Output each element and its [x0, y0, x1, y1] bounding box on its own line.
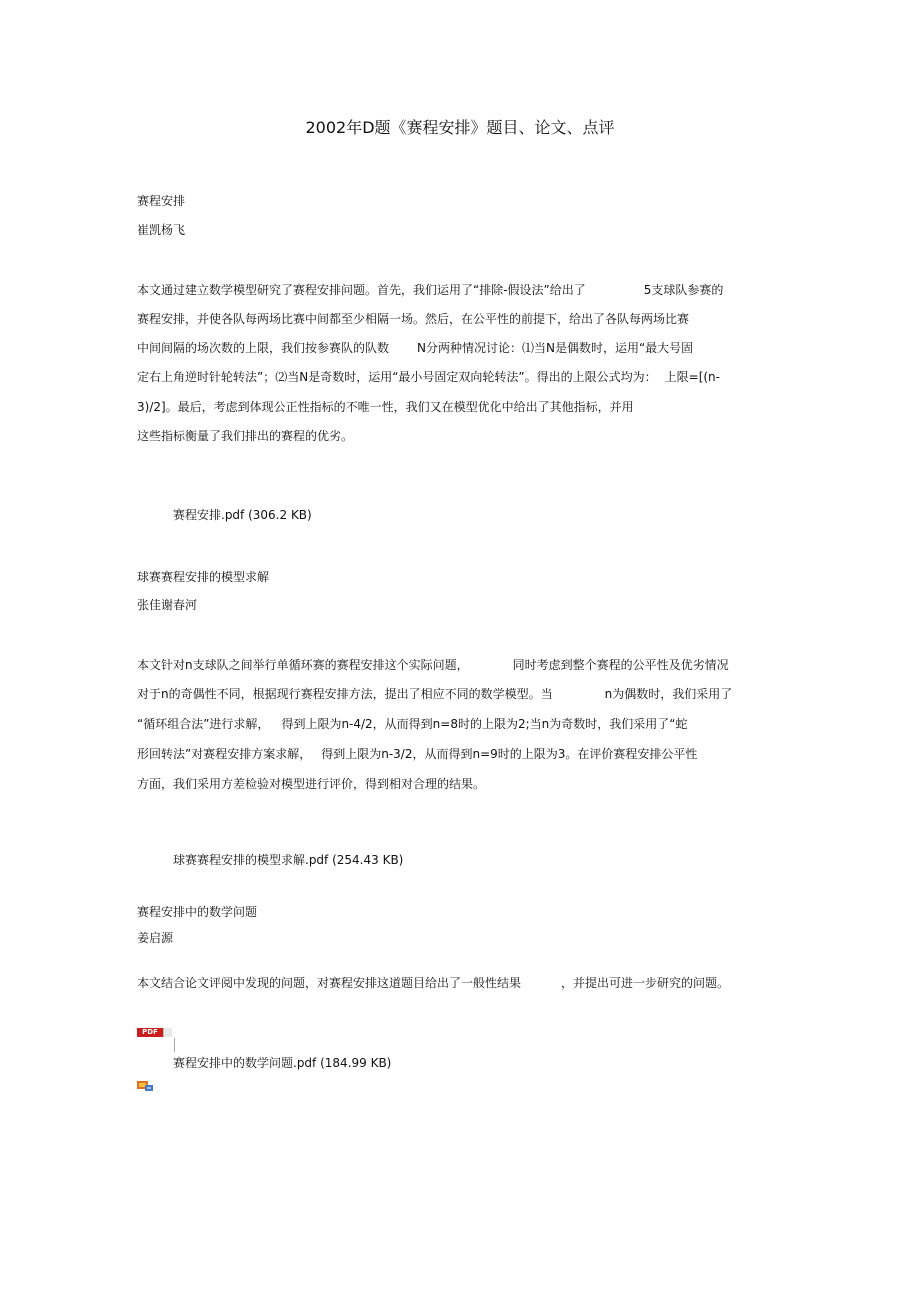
paper-1-abstract-line: 本文通过建立数学模型研究了赛程安排问题。首先，我们运用了“排除-假设法”给出了 5支球队参赛的 [137, 283, 724, 297]
paper-2-attachment-link[interactable]: 球赛赛程安排的模型求解.pdf (254.43 KB) [173, 853, 404, 867]
paper-2-abstract-line: 对于n的奇偶性不同，根据现行赛程安排方法，提出了相应不同的数学模型。当 n为偶数时，我们采用了 [137, 687, 733, 701]
paper-3-abstract-line: 本文结合论文评阅中发现的问题，对赛程安排这道题目给出了一般性结果 ，并提出可进一步研究的问题。 [137, 976, 730, 990]
paper-3-attachment-link[interactable]: 赛程安排中的数学问题.pdf (184.99 KB) [173, 1056, 392, 1070]
paper-1-authors: 崔凯杨飞 [137, 223, 186, 237]
image-attachment-icon [137, 1081, 153, 1091]
paper-1-abstract-line: 赛程安排，并使各队每两场比赛中间都至少相隔一场。然后，在公平性的前提下，给出了各队每两场比赛 [137, 312, 690, 326]
paper-1-abstract-line: 3)/2]。最后，考虑到体现公正性指标的不唯一性，我们又在模型优化中给出了其他指标，并用 [137, 400, 634, 414]
paper-2-abstract-line: 方面，我们采用方差检验对模型进行评价，得到相对合理的结果。 [137, 777, 486, 791]
paper-2-abstract-line: 本文针对n支球队之间举行单循环赛的赛程安排这个实际问题， 同时考虑到整个赛程的公平性及优劣情况 [137, 658, 729, 672]
pdf-label: PDF [137, 1028, 163, 1037]
paper-1-abstract-line: 定右上角逆时针轮转法”；⑵当N是奇数时，运用“最小号固定双向轮转法”。得出的上限公式均为： 上限=[(n- [137, 370, 720, 384]
paper-2-authors: 张佳谢春河 [137, 598, 198, 612]
paper-1-abstract-line: 中间间隔的场次数的上限，我们按参赛队的队数 N分两种情况讨论：⑴当N是偶数时，运用“最大号固 [137, 341, 694, 355]
paper-2-abstract-line: “循环组合法”进行求解， 得到上限为n-4/2，从而得到n=8时的上限为2;当n为奇数时，我们采用了“蛇 [137, 717, 688, 731]
paper-3-authors: 姜启源 [137, 931, 174, 945]
divider [174, 1038, 175, 1052]
paper-2-abstract-line: 形回转法”对赛程安排方案求解， 得到上限为n-3/2，从而得到n=9时的上限为3。在评价赛程安排公平性 [137, 747, 698, 761]
paper-1-abstract-line: 这些指标衡量了我们排出的赛程的优劣。 [137, 429, 354, 443]
paper-1-attachment-link[interactable]: 赛程安排.pdf (306.2 KB) [173, 508, 312, 522]
pdf-file-icon[interactable] [137, 1026, 173, 1038]
pdf-page-corner [163, 1028, 172, 1037]
paper-3-title: 赛程安排中的数学问题 [137, 905, 258, 919]
paper-1-title: 赛程安排 [137, 194, 186, 208]
paper-2-title: 球赛赛程安排的模型求解 [137, 570, 270, 584]
page-title: 2002年D题《赛程安排》题目、论文、点评 [305, 118, 615, 137]
